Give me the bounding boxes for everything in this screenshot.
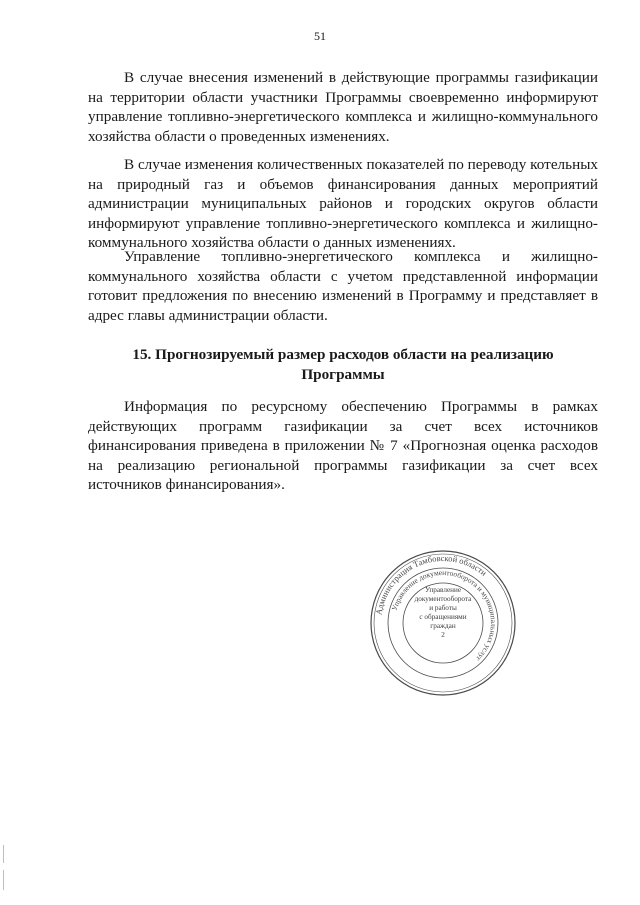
scan-margin-mark xyxy=(3,845,4,863)
stamp-ring-text: Управление документооборота и муниципальных услуг xyxy=(389,567,499,664)
official-stamp xyxy=(368,548,518,698)
section-heading xyxy=(88,345,598,384)
stamp-line: Управление xyxy=(424,586,462,594)
stamp-line: с обращениями xyxy=(419,613,467,621)
section-paragraph: Информация по ресурсному обеспечению Программы в рамках действующих программ газификации за счет всех источников финансирования приведена в приложении № 7 «Прогнозная оценка расходов на реализацию региональной программы газификации за счет всех источников финансирования». xyxy=(88,398,598,493)
paragraph-1: В случае внесения изменений в действующие программы газификации на территории области участники Программы своевременно информируют управление топливно-энергетического комплекса и жилищно-коммунального хозяйства области о проведенных изменениях. xyxy=(88,69,598,145)
stamp-outer-text: Администрация Тамбовской области xyxy=(373,552,489,616)
page-number: 51 xyxy=(314,29,326,43)
paragraph-2: В случае изменения количественных показателей по переводу котельных на природный газ и объемов финансирования данных мероприятий администрации муниципальных районов и городских округов области информируют управление топливно-энергетического комплекса и жилищно-коммунального хозяйства области о данных изменениях. xyxy=(88,156,598,251)
stamp-line: 2 xyxy=(441,631,445,639)
stamp-line: и работы xyxy=(429,604,457,612)
paragraph-3: Управление топливно-энергетического комплекса и жилищно-коммунального хозяйства области с учетом представленной информации готовит предложения по внесению изменений в Программу и представляет в адрес главы администрации области. xyxy=(88,248,598,324)
stamp-center xyxy=(414,586,472,640)
scan-margin-mark xyxy=(3,870,4,890)
stamp-line: документооборота xyxy=(414,595,472,603)
section-heading-line-1: 15. Прогнозируемый размер расходов области на реализацию xyxy=(132,346,554,363)
section-heading-line-2: Программы xyxy=(301,365,385,383)
stamp-line: граждан xyxy=(430,622,456,630)
